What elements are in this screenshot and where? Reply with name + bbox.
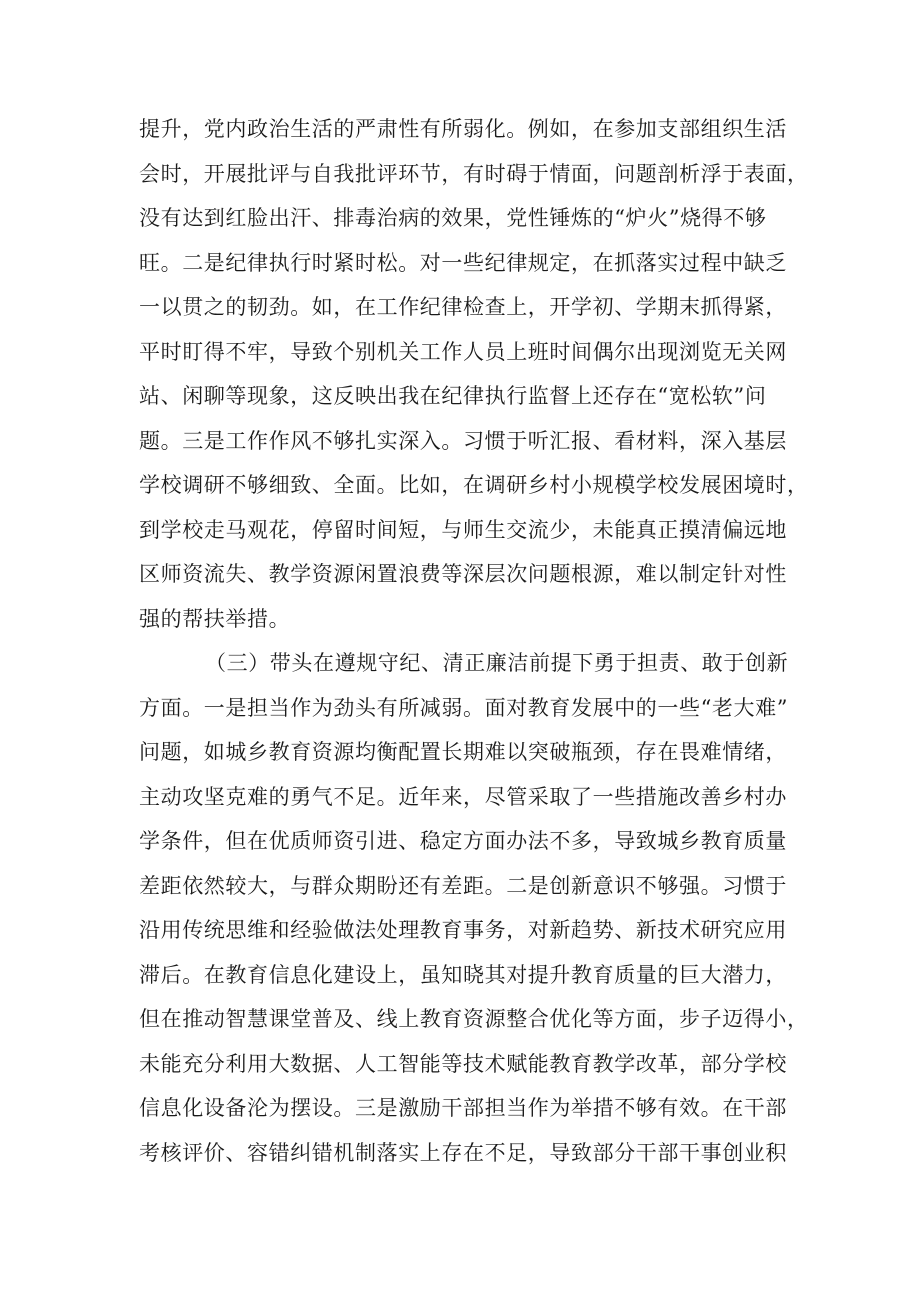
text-line: 信息化设备沦为摆设。三是激励干部担当作为举措不够有效。在干部 [139, 1096, 787, 1120]
text-line: 但在推动智慧课堂普及、线上教育资源整合优化等方面，步子迈得小， [139, 1007, 809, 1031]
section-heading-line: （三）带头在遵规守纪、清正廉洁前提下勇于担责、敢于创新 [205, 651, 789, 675]
text-line: 差距依然较大，与群众期盼还有差距。二是创新意识不够强。习惯于 [139, 874, 787, 898]
text-line: 没有达到红脸出汗、排毒治病的效果，党性锤炼的“炉火”烧得不够 [139, 206, 767, 230]
text-line: 提升，党内政治生活的严肃性有所弱化。例如，在参加支部组织生活 [139, 117, 787, 141]
text-line: 到学校走马观花，停留时间短，与师生交流少，未能真正摸清偏远地 [139, 518, 787, 542]
text-line: 主动攻坚克难的勇气不足。近年来，尽管采取了一些措施改善乡村办 [139, 785, 787, 809]
text-line: 学校调研不够细致、全面。比如，在调研乡村小规模学校发展困境时， [139, 473, 809, 497]
text-line: 旺。二是纪律执行时紧时松。对一些纪律规定，在抓落实过程中缺乏 [139, 251, 787, 275]
text-line: 平时盯得不牢，导致个别机关工作人员上班时间偶尔出现浏览无关网 [139, 340, 787, 364]
text-line: 学条件，但在优质师资引进、稳定方面办法不多，导致城乡教育质量 [139, 829, 787, 853]
text-line: 沿用传统思维和经验做法处理教育事务，对新趋势、新技术研究应用 [139, 918, 787, 942]
text-line: 滞后。在教育信息化建设上，虽知晓其对提升教育质量的巨大潜力， [139, 963, 787, 987]
text-line: 区师资流失、教学资源闲置浪费等深层次问题根源，难以制定针对性 [139, 562, 787, 586]
text-line: 未能充分利用大数据、人工智能等技术赋能教育教学改革，部分学校 [139, 1052, 787, 1076]
text-line: 一以贯之的韧劲。如，在工作纪律检查上，开学初、学期末抓得紧， [139, 295, 787, 319]
text-line: 站、闲聊等现象，这反映出我在纪律执行监督上还存在“宽松软”问 [139, 384, 767, 408]
text-line: 考核评价、容错纠错机制落实上存在不足，导致部分干部干事创业积 [139, 1141, 787, 1165]
text-line: 方面。一是担当作为劲头有所减弱。面对教育发展中的一些“老大难” [139, 696, 789, 720]
text-line: 会时，开展批评与自我批评环节，有时碍于情面，问题剖析浮于表面， [139, 162, 809, 186]
text-line: 题。三是工作作风不够扎实深入。习惯于听汇报、看材料，深入基层 [139, 429, 787, 453]
text-line: 问题，如城乡教育资源均衡配置长期难以突破瓶颈，存在畏难情绪， [139, 740, 787, 764]
text-line: 强的帮扶举措。 [139, 607, 291, 631]
